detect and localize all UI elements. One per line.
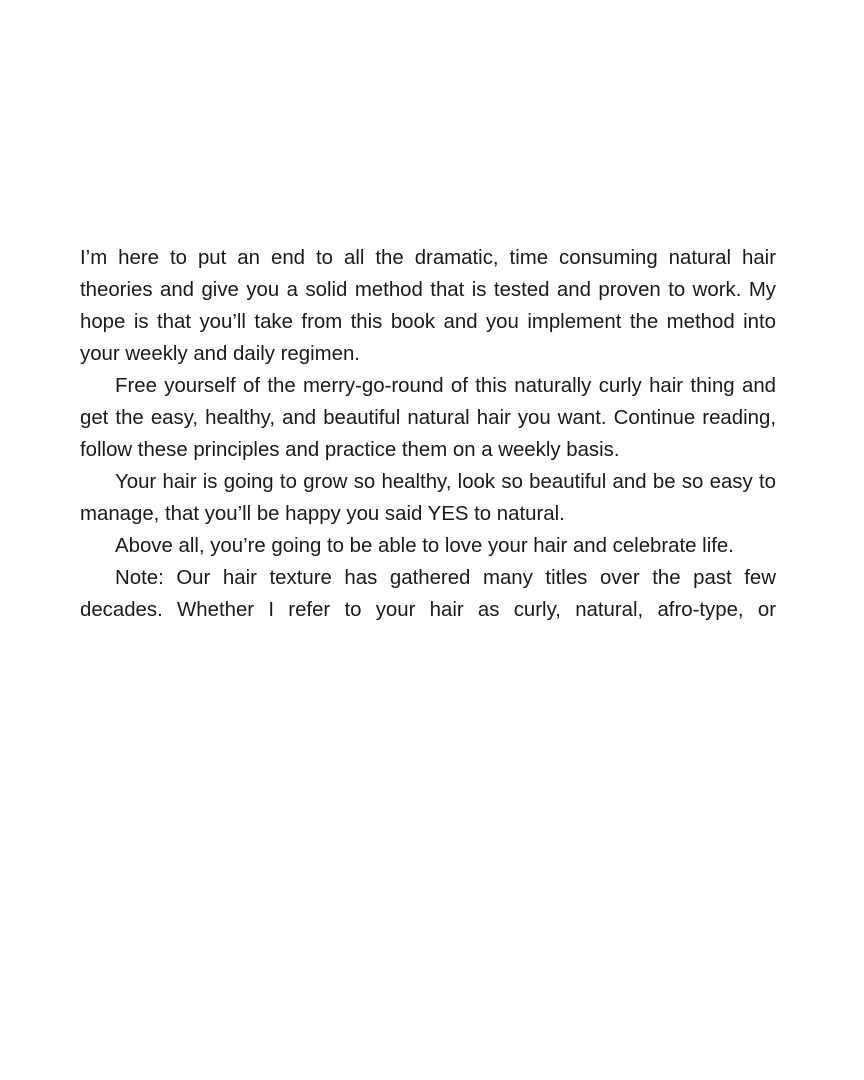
body-text [80, 242, 776, 626]
paragraph-hair-growth: Your hair is going to grow so healthy, look so beautiful and be so easy to manage, that you’ll be happy you said YES to natural. [80, 471, 776, 525]
paragraph-free-yourself: Free yourself of the merry-go-round of this naturally curly hair thing and get the easy, healthy, and beautiful natural hair you want. Continue reading, follow these principles and practice them on a weekly basis. [80, 375, 776, 461]
paragraph-intro: I’m here to put an end to all the dramatic, time consuming natural hair theories and give you a solid method that is tested and proven to work. My hope is that you’ll take from this book and you implement the method into your weekly and daily regimen. [80, 247, 776, 365]
paragraph-note: Note: Our hair texture has gathered many titles over the past few decades. Whether I refer to your hair as curly, natural, afro-type, or [80, 567, 776, 621]
paragraph-above-all: Above all, you’re going to be able to love your hair and celebrate life. [115, 535, 734, 557]
